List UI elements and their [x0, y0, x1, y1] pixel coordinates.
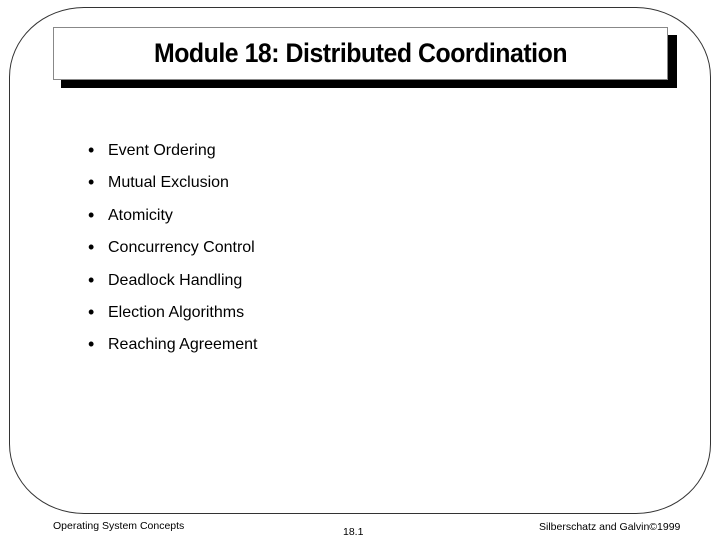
bullet-text: Election Algorithms — [108, 303, 245, 321]
title-box — [53, 27, 668, 80]
bullet-item — [88, 270, 257, 302]
bullet-icon: • — [88, 237, 95, 258]
bullet-item — [88, 334, 257, 366]
slide-title: Module 18: Distributed Coordination — [153, 38, 568, 68]
bullet-list — [88, 140, 257, 367]
footer-left: Operating System Concepts — [53, 520, 185, 532]
bullet-icon: • — [88, 334, 95, 355]
bullet-item — [88, 140, 257, 172]
bullet-item — [88, 205, 257, 237]
bullet-icon: • — [88, 269, 95, 290]
footer-right: Silberschatz and Galvin©1999 — [539, 521, 681, 533]
bullet-text: Atomicity — [108, 206, 173, 224]
bullet-text: Event Ordering — [108, 142, 216, 159]
bullet-item — [88, 302, 257, 334]
bullet-text: Reaching Agreement — [108, 336, 258, 354]
bullet-icon: • — [88, 172, 95, 193]
page-number: 18.1 — [343, 526, 364, 538]
bullet-icon: • — [88, 140, 95, 160]
bullet-text: Deadlock Handling — [108, 271, 243, 289]
bullet-item — [88, 237, 257, 269]
bullet-icon: • — [88, 301, 95, 322]
bullet-icon: • — [88, 204, 95, 225]
bullet-text: Concurrency Control — [108, 239, 255, 257]
bullet-text: Mutual Exclusion — [108, 174, 229, 192]
bullet-item — [88, 172, 257, 204]
